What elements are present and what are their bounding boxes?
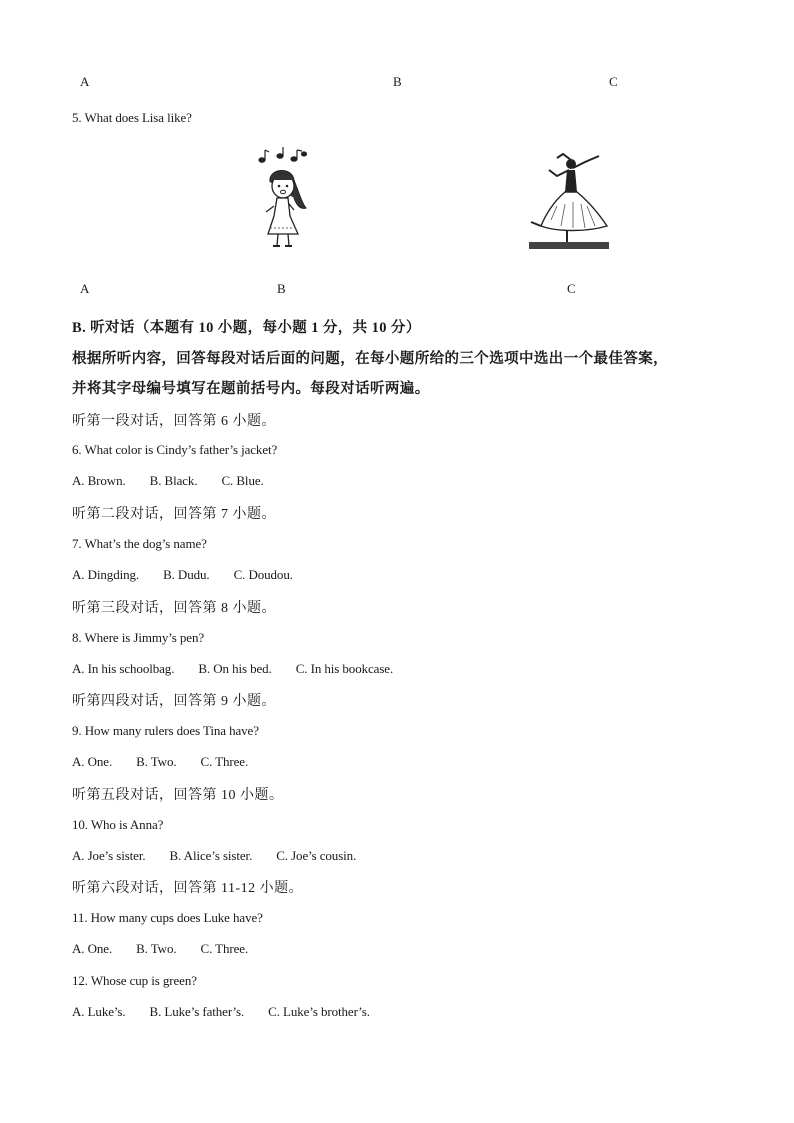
ballet-dancer-picture xyxy=(527,150,611,250)
q4-option-a-label: A xyxy=(80,74,90,89)
option-a: A. Luke’s. xyxy=(72,1004,126,1019)
dialogue-prompt: 听第五段对话，回答第 10 小题。 xyxy=(72,788,284,803)
option-a: A. In his schoolbag. xyxy=(72,661,175,676)
option-c: C. Blue. xyxy=(221,473,264,488)
option-c: C. Luke’s brother’s. xyxy=(268,1004,370,1019)
q4-option-b-label: B xyxy=(393,74,402,89)
option-b: B. Alice’s sister. xyxy=(169,848,253,863)
option-b: B. Two. xyxy=(136,754,177,769)
option-c: C. Joe’s cousin. xyxy=(276,848,357,863)
section-b-title: B. 听对话（本题有 10 小题，每小题 1 分，共 10 分） xyxy=(72,320,421,336)
question-10-options xyxy=(72,848,356,864)
q5-option-b-label: B xyxy=(277,281,286,296)
option-a: A. Brown. xyxy=(72,473,126,488)
question-7-options xyxy=(72,567,293,583)
q5-question: 5. What does Lisa like? xyxy=(72,110,192,125)
q5-option-c-label: C xyxy=(567,281,576,296)
section-b-instruction-line2: 并将其字母编号填写在题前括号内。每段对话听两遍。 xyxy=(72,381,430,397)
option-a: A. One. xyxy=(72,754,113,769)
question-7-text: 7. What’s the dog’s name? xyxy=(72,536,207,551)
question-9-options xyxy=(72,754,248,770)
question-11-options xyxy=(72,941,248,957)
question-12-text: 12. Whose cup is green? xyxy=(72,973,197,988)
option-b: B. Two. xyxy=(136,941,177,956)
option-b: B. Luke’s father’s. xyxy=(149,1004,245,1019)
dialogue-prompt: 听第六段对话，回答第 11-12 小题。 xyxy=(72,881,304,896)
question-10-text: 10. Who is Anna? xyxy=(72,817,164,832)
option-b: B. Black. xyxy=(149,473,198,488)
question-11-text: 11. How many cups does Luke have? xyxy=(72,910,263,925)
option-a: A. Joe’s sister. xyxy=(72,848,146,863)
option-b: B. On his bed. xyxy=(198,661,272,676)
question-8-options xyxy=(72,661,393,677)
dialogue-prompt: 听第二段对话，回答第 7 小题。 xyxy=(72,507,276,522)
option-a: A. Dingding. xyxy=(72,567,140,582)
option-c: C. Three. xyxy=(200,754,249,769)
section-b-instruction-line1: 根据所听内容，回答每段对话后面的问题，在每小题所给的三个选项中选出一个最佳答案， xyxy=(72,351,668,367)
option-c: C. Three. xyxy=(200,941,249,956)
question-6-options xyxy=(72,473,264,489)
q4-option-c-label: C xyxy=(609,74,618,89)
question-9-text: 9. How many rulers does Tina have? xyxy=(72,723,259,738)
question-12-options xyxy=(72,1004,370,1020)
dialogue-prompt: 听第三段对话，回答第 8 小题。 xyxy=(72,601,276,616)
option-b: B. Dudu. xyxy=(163,567,210,582)
question-6-text: 6. What color is Cindy’s father’s jacket? xyxy=(72,442,278,457)
option-c: C. Doudou. xyxy=(233,567,293,582)
question-8-text: 8. Where is Jimmy’s pen? xyxy=(72,630,205,645)
option-a: A. One. xyxy=(72,941,113,956)
option-c: C. In his bookcase. xyxy=(295,661,394,676)
q5-option-a-label: A xyxy=(80,281,90,296)
dialogue-prompt: 听第一段对话，回答第 6 小题。 xyxy=(72,414,276,429)
singing-girl-picture xyxy=(250,146,312,254)
dialogue-prompt: 听第四段对话，回答第 9 小题。 xyxy=(72,694,276,709)
